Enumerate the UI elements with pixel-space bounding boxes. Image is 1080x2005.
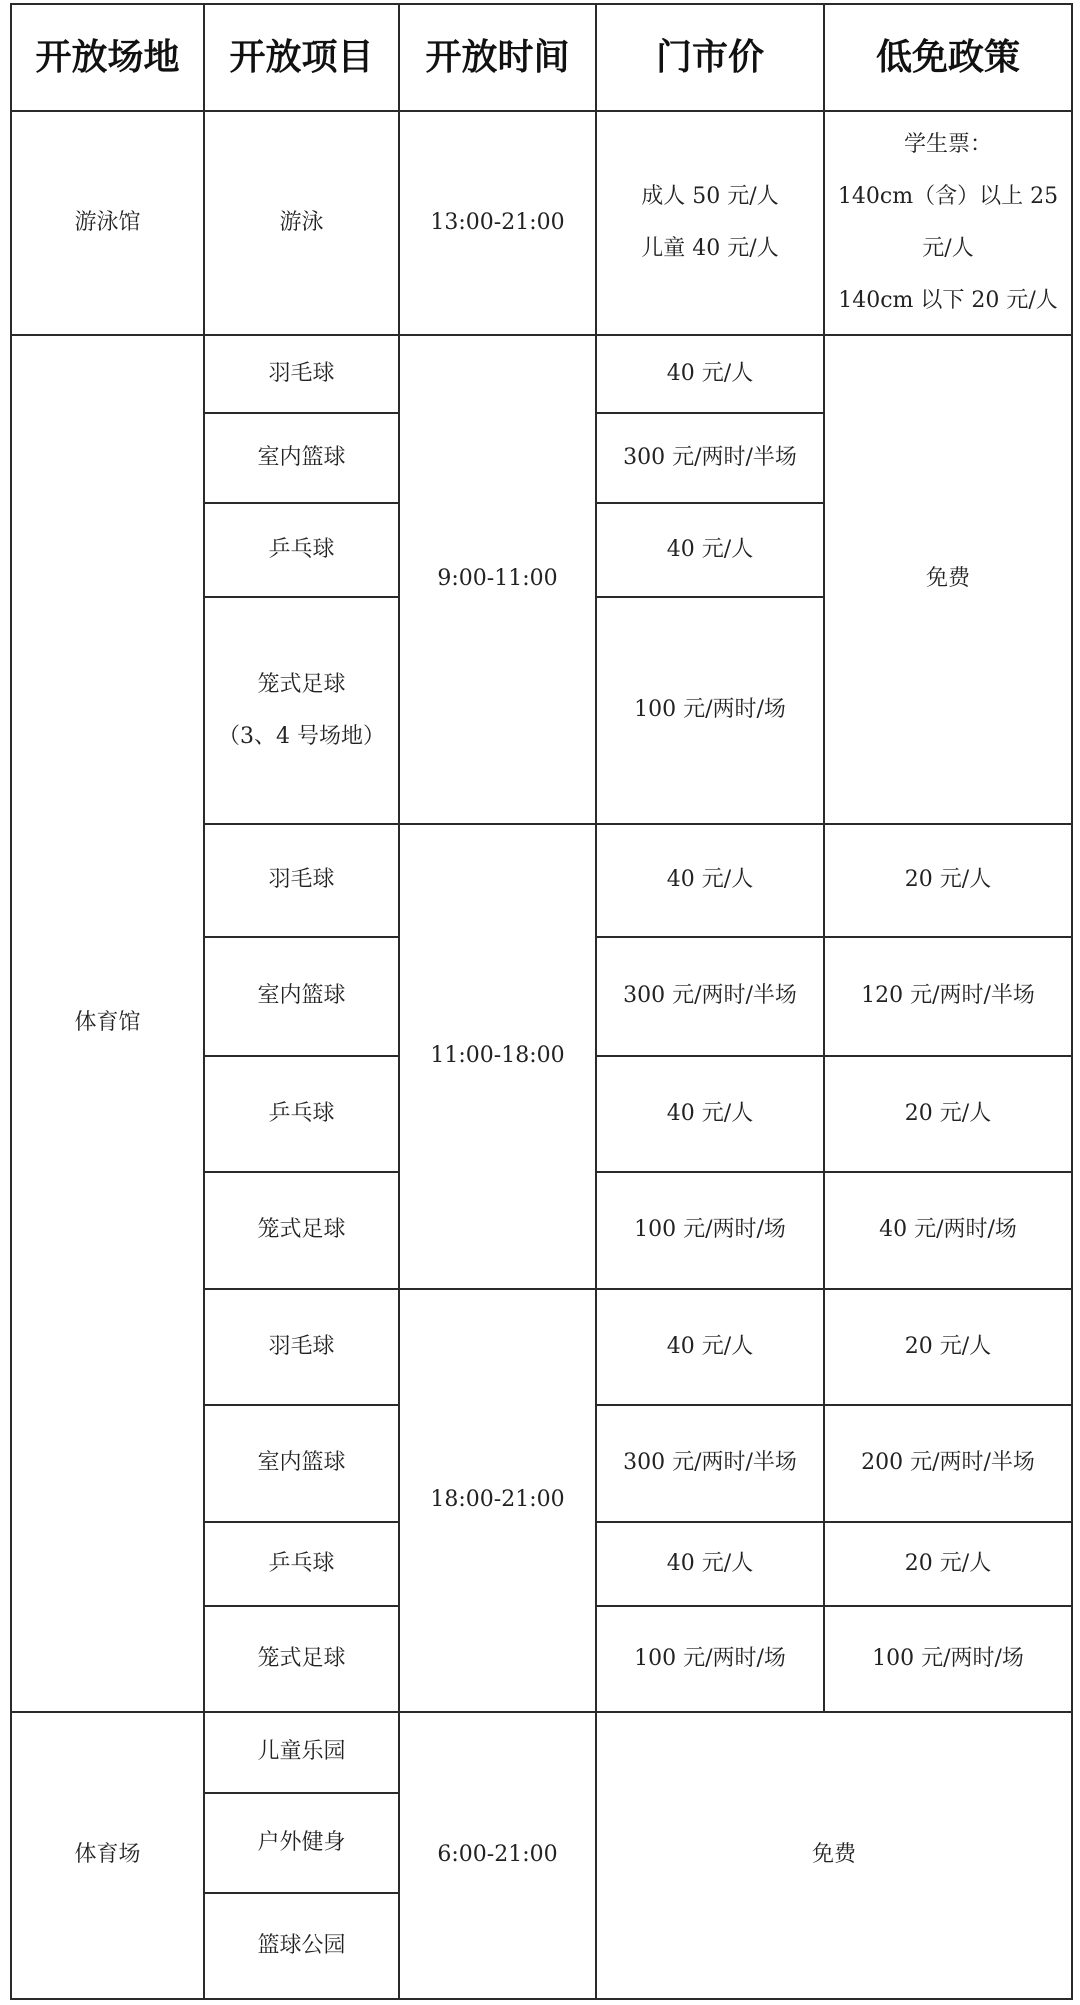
policy-cell: 120 元/两时/半场 — [824, 937, 1072, 1056]
price-cell: 40 元/人 — [596, 1522, 824, 1606]
price-child: 儿童 40 元/人 — [641, 236, 779, 261]
price-cell: 40 元/人 — [596, 1056, 824, 1172]
schedule-price-table — [10, 3, 1073, 2000]
header-policy: 低免政策 — [824, 4, 1072, 111]
price-cell: 100 元/两时/场 — [596, 1606, 824, 1712]
time-cell: 13:00-21:00 — [399, 111, 596, 335]
header-item: 开放项目 — [204, 4, 399, 111]
policy-cell: 20 元/人 — [824, 1522, 1072, 1606]
venue-cell-stadium: 体育场 — [11, 1712, 204, 1999]
policy-cell: 20 元/人 — [824, 1289, 1072, 1405]
header-price: 门市价 — [596, 4, 824, 111]
table-row — [11, 1712, 1072, 1793]
fee-cell: 免费 — [596, 1712, 1072, 1999]
price-cell: 300 元/两时/半场 — [596, 937, 824, 1056]
price-cell: 40 元/人 — [596, 335, 824, 413]
item-line: 笼式足球 — [257, 671, 346, 697]
policy-cell: 免费 — [824, 335, 1072, 824]
item-cell: 户外健身 — [204, 1793, 399, 1893]
price-cell: 300 元/两时/半场 — [596, 1405, 824, 1522]
header-venue: 开放场地 — [11, 4, 204, 111]
header-row — [11, 4, 1072, 111]
policy-cell: 100 元/两时/场 — [824, 1606, 1072, 1712]
item-cell: 室内篮球 — [204, 937, 399, 1056]
price-cell: 100 元/两时/场 — [596, 597, 824, 824]
table-row — [11, 335, 1072, 413]
policy-line: 140cm（含）以上 25 — [837, 184, 1059, 209]
policy-cell — [824, 111, 1072, 335]
policy-cell: 20 元/人 — [824, 824, 1072, 937]
time-cell: 11:00-18:00 — [399, 824, 596, 1289]
time-cell: 9:00-11:00 — [399, 335, 596, 824]
item-cell: 室内篮球 — [204, 1405, 399, 1522]
policy-cell: 40 元/两时/场 — [824, 1172, 1072, 1289]
item-cell: 游泳 — [204, 111, 399, 335]
policy-line: 学生票： — [903, 132, 992, 157]
item-cell: 乒乓球 — [204, 1056, 399, 1172]
price-adult: 成人 50 元/人 — [641, 184, 779, 209]
price-cell: 300 元/两时/半场 — [596, 413, 824, 503]
policy-line: 140cm 以下 20 元/人 — [838, 288, 1058, 313]
item-cell: 笼式足球 — [204, 1172, 399, 1289]
item-cell: 羽毛球 — [204, 335, 399, 413]
item-cell: 羽毛球 — [204, 1289, 399, 1405]
policy-cell: 20 元/人 — [824, 1056, 1072, 1172]
item-cell: 乒乓球 — [204, 503, 399, 597]
price-cell — [596, 111, 824, 335]
table-row — [11, 111, 1072, 335]
item-cell — [204, 597, 399, 824]
price-cell: 100 元/两时/场 — [596, 1172, 824, 1289]
item-cell: 乒乓球 — [204, 1522, 399, 1606]
policy-line: 元/人 — [922, 236, 974, 261]
price-cell: 40 元/人 — [596, 824, 824, 937]
item-cell: 儿童乐园 — [204, 1712, 399, 1793]
price-cell: 40 元/人 — [596, 503, 824, 597]
header-time: 开放时间 — [399, 4, 596, 111]
venue-cell-swimming: 游泳馆 — [11, 111, 204, 335]
venue-cell-gym: 体育馆 — [11, 335, 204, 1712]
item-cell: 羽毛球 — [204, 824, 399, 937]
item-line: （3、4 号场地） — [218, 723, 385, 749]
item-cell: 篮球公园 — [204, 1893, 399, 1999]
item-cell: 笼式足球 — [204, 1606, 399, 1712]
item-cell: 室内篮球 — [204, 413, 399, 503]
policy-cell: 200 元/两时/半场 — [824, 1405, 1072, 1522]
time-cell: 18:00-21:00 — [399, 1289, 596, 1712]
price-cell: 40 元/人 — [596, 1289, 824, 1405]
time-cell: 6:00-21:00 — [399, 1712, 596, 1999]
